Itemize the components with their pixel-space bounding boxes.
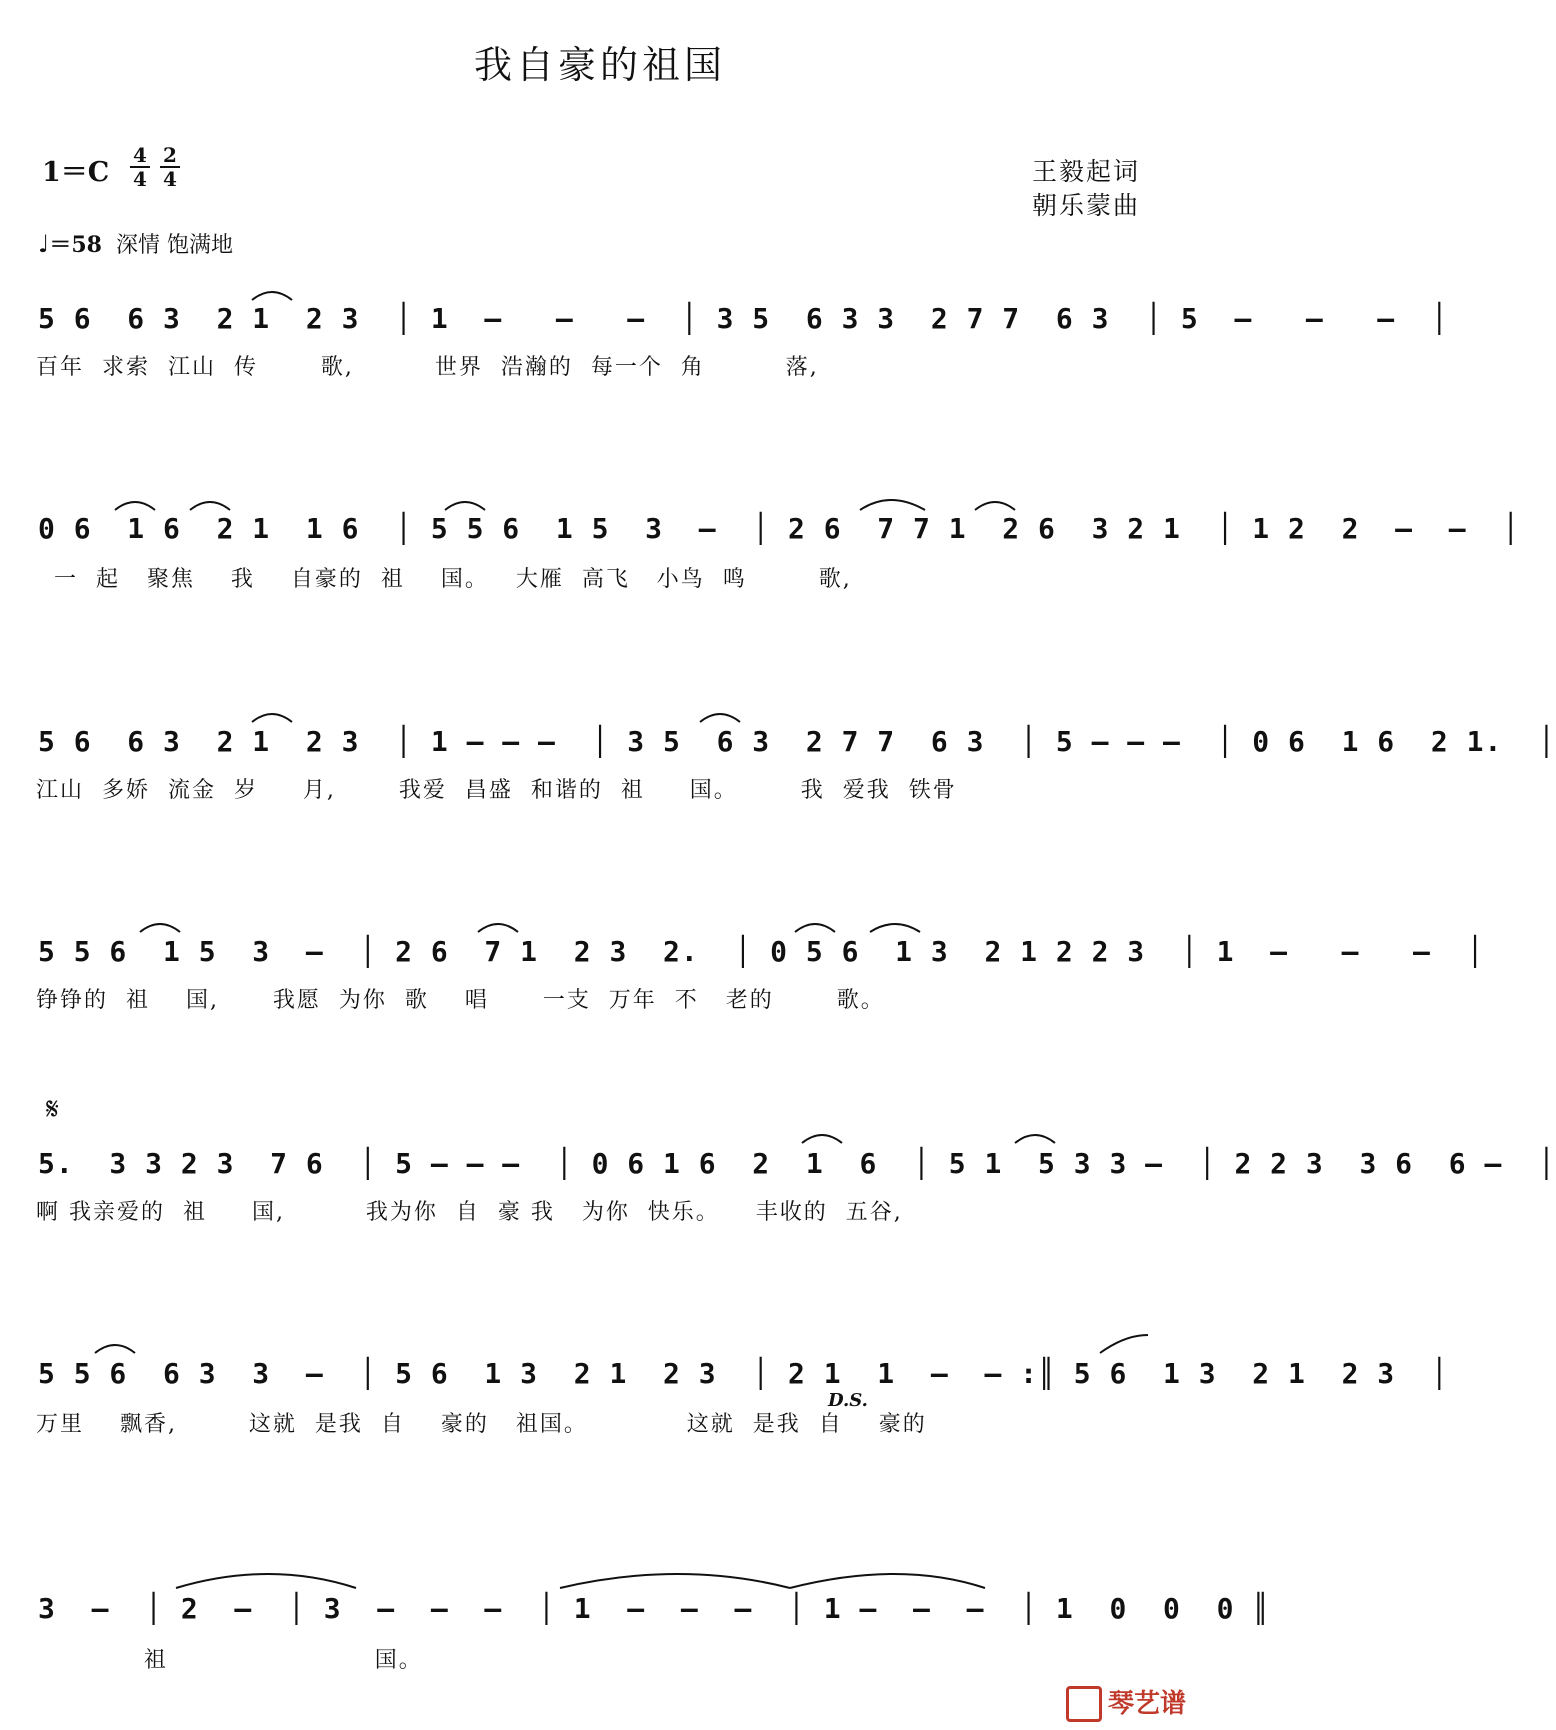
segno-sign: 𝄋 xyxy=(46,1092,59,1127)
score-system-6-lyrics: 万里 飘香, 这就 是我 自 豪的 祖国。 这就 是我 自 豪的 xyxy=(36,1412,927,1437)
score-system-4-lyrics: 铮铮的 祖 国, 我愿 为你 歌 唱 一支 万年 不 老的 歌。 xyxy=(36,988,885,1013)
score-system-2-notes: 0 6 1 6 2 1 1 6 │ 5 5 6 1 5 3 – │ 2 6 7 7 1 2 6 3 2 1 │ 1 2 2 – – │ xyxy=(38,512,1521,545)
page-title: 我自豪的祖国 xyxy=(473,43,726,87)
qinyipu-logo-icon xyxy=(1066,1686,1102,1722)
quarter-note-icon: ♩ xyxy=(38,230,50,258)
time-signature-4-4: 4 4 xyxy=(130,145,150,189)
score-system-3-notes: 5 6 6 3 2 1 2 3 │ 1 – – – │ 3 5 6 3 2 7 7 6 3 │ 5 – – – │ 0 6 1 6 2 1. │ xyxy=(38,725,1556,758)
lyricist: 王毅起词 xyxy=(1031,157,1140,186)
key-signature: 1＝C xyxy=(42,157,110,188)
score-system-1-notes: 5 6 6 3 2 1 2 3 │ 1 – – – │ 3 5 6 3 3 2 7 7 6 3 │ 5 – – – │ xyxy=(38,302,1449,335)
score-system-7-lyrics: 祖 国。 xyxy=(36,1648,423,1673)
score-system-1-lyrics: 百年 求索 江山 传 歌, 世界 浩瀚的 每一个 角 落, xyxy=(36,355,819,380)
score-system-2-lyrics: 一 起 聚焦 我 自豪的 祖 国。 大雁 高飞 小鸟 鸣 歌, xyxy=(36,567,852,592)
score-system-5-lyrics: 啊 我亲爱的 祖 国, 我为你 自 豪 我 为你 快乐。 丰收的 五谷, xyxy=(36,1200,903,1225)
score-system-6-notes: 5 5 6 6 3 3 – │ 5 6 1 3 2 1 2 3 │ 2 1 1 – – :║ 5 6 1 3 2 1 2 3 │ xyxy=(38,1357,1449,1390)
score-system-4-notes: 5 5 6 1 5 3 – │ 2 6 7 1 2 3 2. │ 0 5 6 1 3 2 1 2 2 3 │ 1 – – – │ xyxy=(38,935,1485,968)
dal-segno-mark: D.S. xyxy=(828,1390,868,1411)
time-signature-2-4: 2 4 xyxy=(160,145,180,189)
composer: 朝乐蒙曲 xyxy=(1031,191,1140,220)
tempo-marking: ♩＝58 深情 饱满地 xyxy=(38,230,233,258)
score-system-7-notes: 3 – │ 2 – │ 3 – – – │ 1 – – – │ 1 – – – │ 1 0 0 0 ║ xyxy=(38,1592,1271,1625)
score-system-3-lyrics: 江山 多娇 流金 岁 月, 我爱 昌盛 和谐的 祖 国。 我 爱我 铁骨 xyxy=(36,778,957,803)
score-system-5-notes: 5. 3 3 2 3 7 6 │ 5 – – – │ 0 6 1 6 2 1 6 │ 5 1 5 3 3 – │ 2 2 3 3 6 6 – │ xyxy=(38,1147,1556,1180)
watermark: 琴艺谱 xyxy=(1066,1683,1186,1723)
